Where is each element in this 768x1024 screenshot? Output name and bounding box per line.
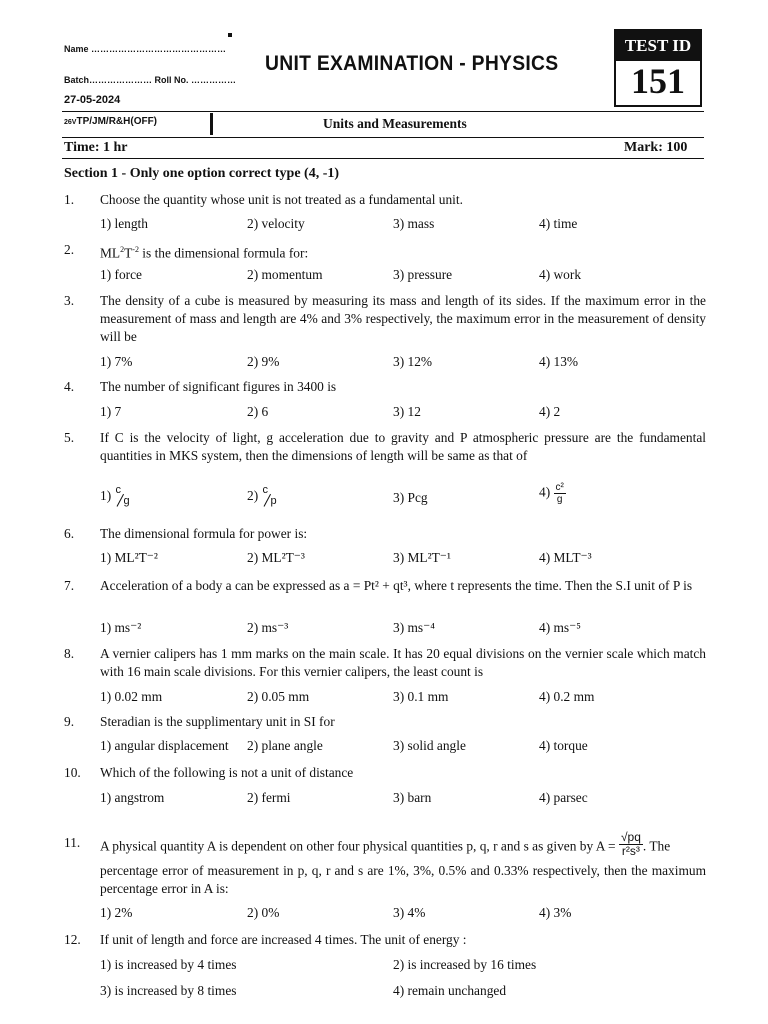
option: 3) 0.1 mm — [393, 689, 449, 704]
option: 2) 0.05 mm — [247, 689, 310, 704]
option: 3) ms⁻⁴ — [393, 620, 435, 635]
option: 4) MLT⁻³ — [539, 550, 592, 565]
option: 1) angstrom — [100, 790, 165, 805]
question-number: 6. — [64, 526, 75, 541]
fraction-c-over-g: c g — [115, 484, 130, 507]
fraction-c-over-p: c p — [262, 484, 277, 507]
question-text: Choose the quantity whose unit is not treated as a fundamental unit. — [100, 192, 463, 207]
question-number: 12. — [64, 932, 81, 947]
question-6 — [64, 525, 706, 543]
section-heading: Section 1 - Only one option correct type (4, -1) — [64, 166, 340, 181]
name-field: Name ……………………………………… — [64, 44, 227, 54]
batch-field: Batch………………… Roll No. …………… — [64, 75, 237, 85]
question-text: A vernier calipers has 1 mm marks on the main scale. It has 20 equal divisions on the vernier scale which match with 16 main scale divisions. For this vernier calipers, the least count is — [100, 646, 706, 679]
question-5 — [64, 429, 706, 465]
question-number: 9. — [64, 714, 75, 729]
fraction-c2-over-g: $\frac{\text{c²}}{g}$ — [555, 482, 564, 505]
option: 3) Pcg — [393, 490, 428, 505]
option: 2) 6 — [247, 404, 269, 419]
question-text: The number of significant figures in 3400 is — [100, 379, 337, 394]
question-8 — [64, 645, 706, 681]
option: 1) ms⁻² — [100, 620, 142, 635]
option: 1) c g — [100, 486, 133, 508]
header-rule-mid — [62, 137, 704, 138]
question-text: A physical quantity A is dependent on other four physical quantities p, q, r and s as given by A = $\frac{√pq}{\text{r²s³}}$ . The — [100, 830, 671, 858]
option: 3) barn — [393, 790, 432, 805]
option: 2) 9% — [247, 354, 280, 369]
question-text: $ML^2T^{-2}$ is the dimensional formula for: — [100, 245, 309, 261]
option: 4) remain unchanged — [393, 983, 507, 998]
question-text: If unit of length and force are increased 4 times. The unit of energy : — [100, 932, 467, 947]
option: 4) 3% — [539, 905, 572, 920]
exam-date: 27-05-2024 — [64, 94, 121, 106]
question-text: The dimensional formula for power is: — [100, 526, 308, 541]
question-1 — [64, 191, 706, 209]
option: 2) velocity — [247, 216, 305, 231]
question-number: 3. — [64, 293, 75, 308]
question-2 — [64, 241, 706, 259]
option: 3) solid angle — [393, 738, 466, 753]
question-7 — [64, 577, 706, 595]
option: 3) 12 — [393, 404, 421, 419]
option: 4) 2 — [539, 404, 561, 419]
option: 4) time — [539, 216, 578, 231]
formula-fraction: $\frac{√pq}{\text{r²s³}}$ — [620, 830, 641, 858]
question-number: 5. — [64, 430, 75, 445]
question-9 — [64, 713, 706, 731]
option: 1) is increased by 4 times — [100, 957, 237, 972]
paper-code-prefix: 26V — [64, 119, 77, 126]
question-4 — [64, 378, 706, 396]
question-number: 4. — [64, 379, 75, 394]
option: 4) 0.2 mm — [539, 689, 595, 704]
option: 1) 7 — [100, 404, 122, 419]
option: 3) mass — [393, 216, 435, 231]
question-text: The density of a cube is measured by measuring its mass and length of its sides. If the maximum error in the measurement of mass and length are 4% and 3% respectively, the maximum error in the measurement of density will be — [100, 293, 706, 344]
question-3 — [64, 292, 706, 346]
option: 1) 0.02 mm — [100, 689, 163, 704]
paper-code-text: TP/JM/R&H(OFF) — [76, 116, 158, 127]
option: 3) ML²T⁻¹ — [393, 550, 451, 565]
option: 4) ms⁻⁵ — [539, 620, 581, 635]
option: 1) angular displacement — [100, 738, 229, 753]
chapter-title: Units and Measurements — [323, 116, 467, 131]
option: 1) force — [100, 267, 143, 282]
question-text: Which of the following is not a unit of distance — [100, 765, 354, 780]
test-id-value: 151 — [631, 61, 685, 101]
option: 3) 12% — [393, 354, 433, 369]
option: 2) momentum — [247, 267, 323, 282]
question-11 — [64, 830, 706, 858]
dot-mark — [228, 33, 232, 37]
option: 3) is increased by 8 times — [100, 983, 237, 998]
option: 2) is increased by 16 times — [393, 957, 537, 972]
option: 2) ML²T⁻³ — [247, 550, 305, 565]
question-12 — [64, 931, 706, 949]
option: 4) 13% — [539, 354, 579, 369]
question-text: Steradian is the supplimentary unit in SI for — [100, 714, 335, 729]
question-11-continued — [100, 862, 706, 898]
question-number: 10. — [64, 765, 81, 780]
exam-title: UNIT EXAMINATION - PHYSICS — [265, 52, 559, 75]
option: 4) parsec — [539, 790, 588, 805]
option: 2) ms⁻³ — [247, 620, 289, 635]
question-text: percentage error of measurement in p, q, r and s are 1%, 3%, 0.5% and 0.33% respectively, then the maximum percentage error in A is: — [100, 863, 706, 896]
question-10 — [64, 764, 706, 782]
question-text: If C is the velocity of light, g acceleration due to gravity and P atmospheric pressure are the fundamental quantities in MKS system, then the dimensions of length will be same as that of — [100, 430, 706, 463]
option: 2) 0% — [247, 905, 280, 920]
question-number: 11. — [64, 835, 81, 850]
option: 1) 2% — [100, 905, 133, 920]
option: 1) ML²T⁻² — [100, 550, 158, 565]
option: 3) pressure — [393, 267, 453, 282]
question-number: 2. — [64, 242, 75, 257]
option: 2) plane angle — [247, 738, 323, 753]
question-number: 7. — [64, 578, 75, 593]
option: 4) torque — [539, 738, 588, 753]
option: 1) length — [100, 216, 148, 231]
option: 1) 7% — [100, 354, 133, 369]
option: 2) fermi — [247, 790, 291, 805]
code-divider — [210, 113, 213, 135]
test-id-box — [614, 29, 702, 107]
option: 4) work — [539, 267, 582, 282]
question-text: Acceleration of a body a can be expressed as a = Pt² + qt³, where t represents the time. Then the S.I unit of P is — [100, 578, 693, 593]
header-rule-bottom — [62, 158, 704, 159]
header-rule-top — [62, 111, 704, 112]
option: 2) c p — [247, 486, 280, 508]
paper-code — [64, 116, 157, 127]
option: 4) $\frac{\text{c²}}{g}$ — [539, 482, 564, 505]
option: 3) 4% — [393, 905, 426, 920]
mark-label: Mark: 100 — [624, 140, 688, 155]
question-number: 8. — [64, 646, 75, 661]
test-id-label: TEST ID — [616, 31, 700, 61]
time-label: Time: 1 hr — [64, 140, 128, 155]
question-number: 1. — [64, 192, 75, 207]
